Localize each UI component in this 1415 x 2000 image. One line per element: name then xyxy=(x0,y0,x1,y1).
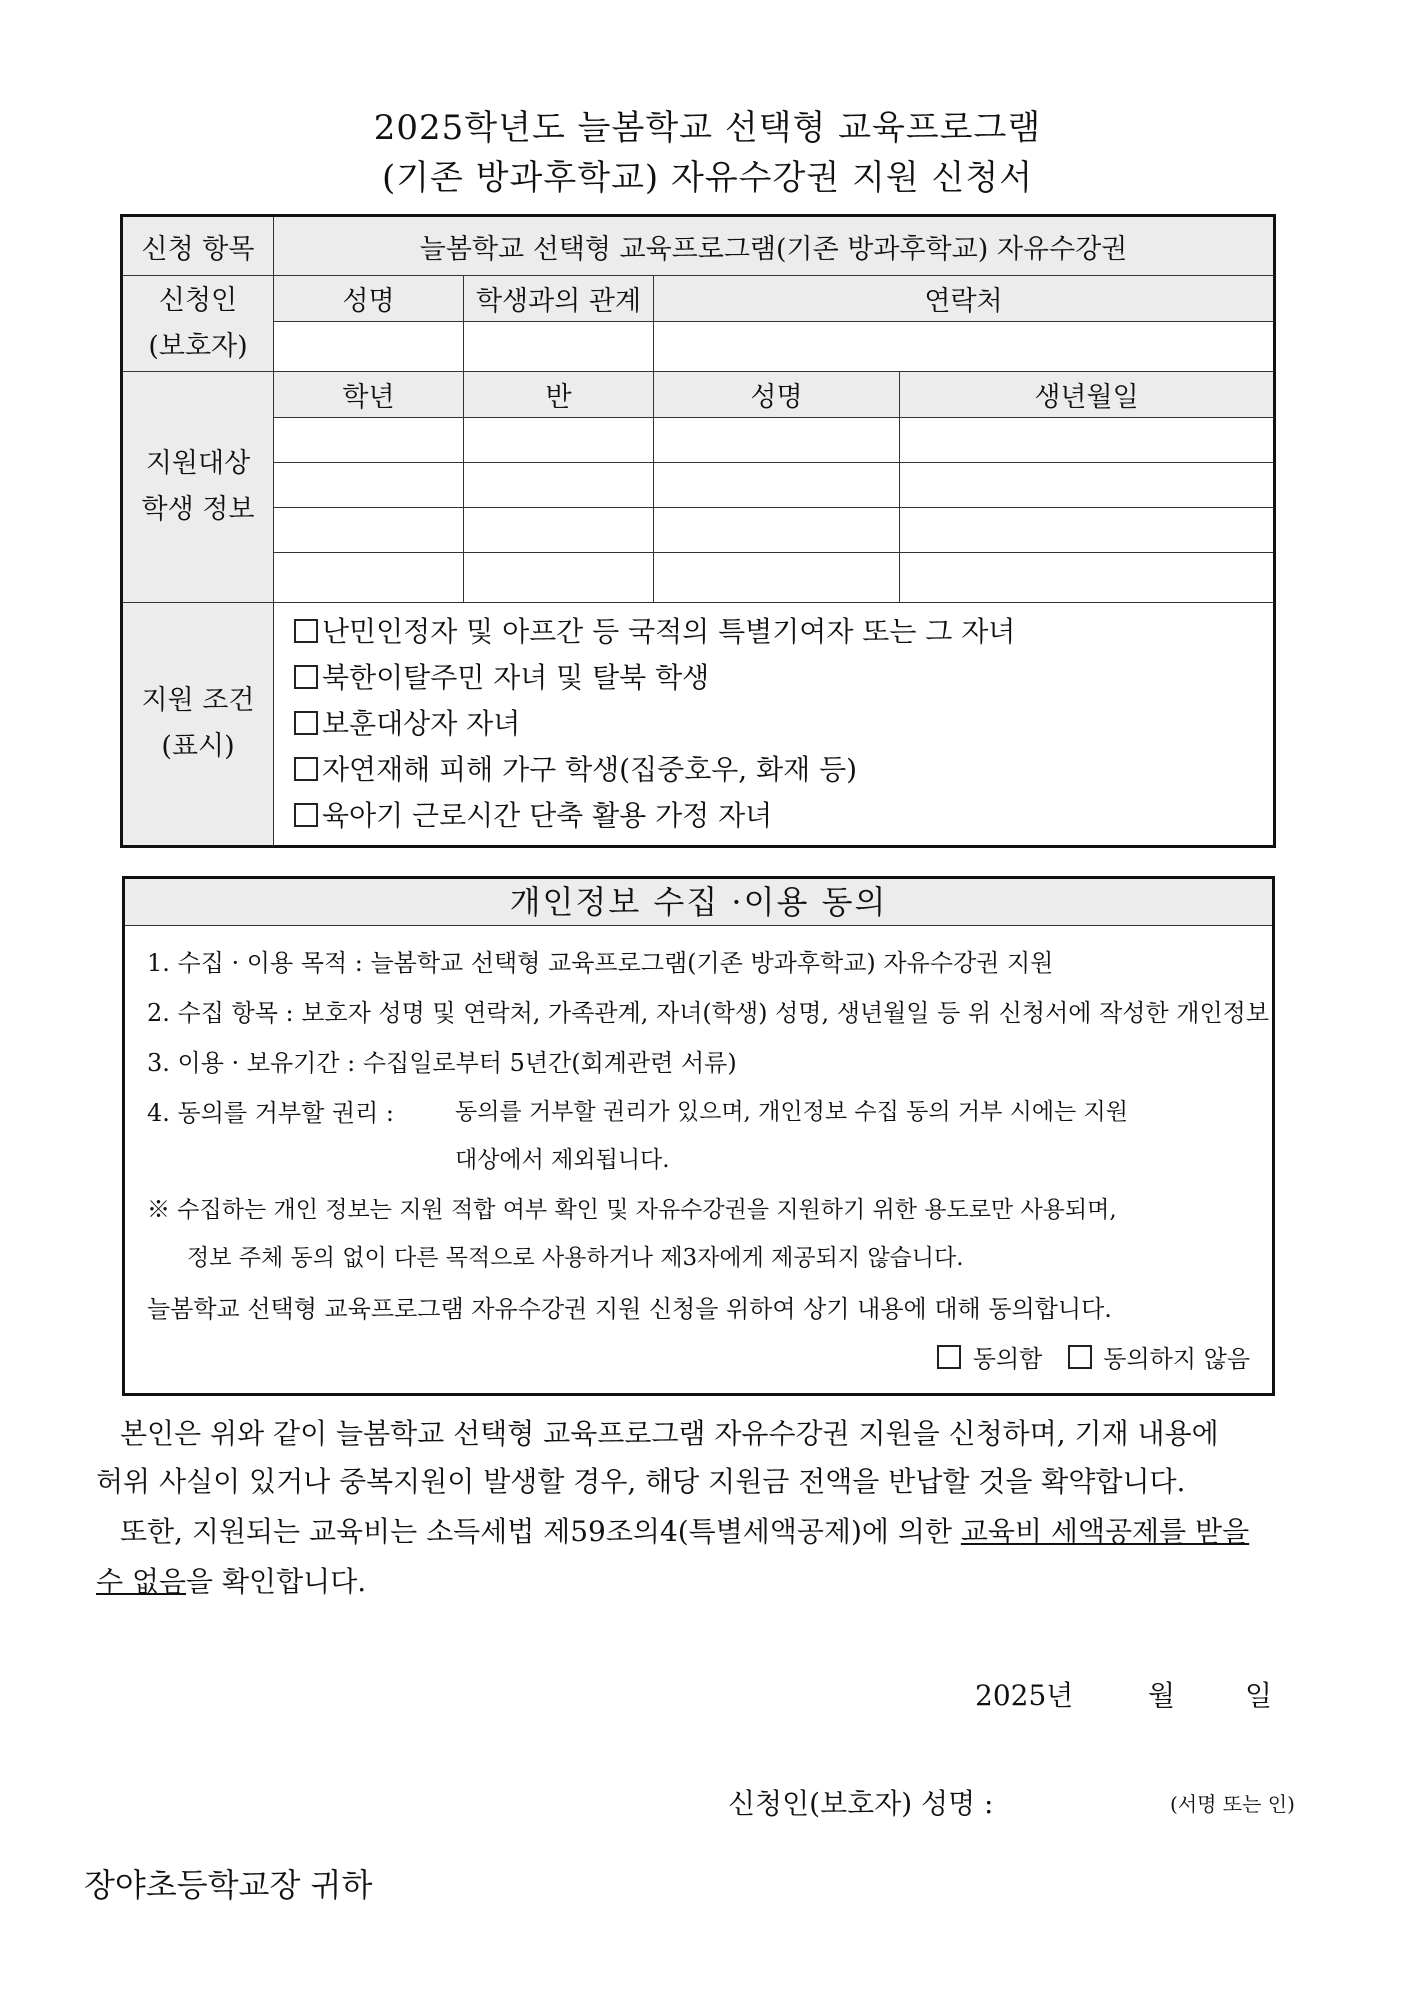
consent-box xyxy=(122,876,1275,1396)
date-day: 일 xyxy=(1245,1679,1273,1712)
applicant-relation-cell[interactable] xyxy=(464,322,654,372)
student-info-label xyxy=(122,372,274,603)
student-birthdate-cell[interactable] xyxy=(900,418,1275,463)
student-birthdate-cell[interactable] xyxy=(900,553,1275,603)
condition-label xyxy=(122,603,274,847)
consent-title: 개인정보 수집 ·이용 동의 xyxy=(125,879,1272,926)
date-month: 월 xyxy=(1148,1679,1176,1712)
student-grade-cell[interactable] xyxy=(274,508,464,553)
student-header-class: 반 xyxy=(464,372,654,418)
condition-label-2: (표시) xyxy=(161,731,235,762)
condition-list xyxy=(274,603,1275,847)
application-form-table xyxy=(120,214,1276,848)
consent-item-3: 3. 이용 · 보유기간 : 수집일로부터 5년간(회계관련 서류) xyxy=(147,1049,737,1077)
declaration-line-3: 또한, 지원되는 교육비는 소득세법 제59조의4(특별세액공제)에 의한 교육비 세액공제를 받을 xyxy=(120,1515,1250,1548)
student-name-cell[interactable] xyxy=(654,508,900,553)
student-birthdate-cell[interactable] xyxy=(900,508,1275,553)
applicant-name-cell[interactable] xyxy=(274,322,464,372)
condition-item[interactable]: 보훈대상자 자녀 xyxy=(294,701,1273,747)
applicant-header-contact: 연락처 xyxy=(654,276,1275,322)
checkbox[interactable] xyxy=(294,757,318,781)
student-grade-cell[interactable] xyxy=(274,553,464,603)
disagree-label: 동의하지 않음 xyxy=(1103,1345,1250,1373)
student-grade-cell[interactable] xyxy=(274,463,464,508)
student-name-cell[interactable] xyxy=(654,418,900,463)
consent-item-2: 2. 수집 항목 : 보호자 성명 및 연락처, 가족관계, 자녀(학생) 성명, 생년월일 등 위 신청서에 작성한 개인정보 xyxy=(147,999,1270,1027)
consent-item-4-text: 동의를 거부할 권리가 있으며, 개인정보 수집 동의 거부 시에는 지원 xyxy=(455,1099,1128,1125)
tax-deduction-note-end: 수 없음 xyxy=(96,1565,187,1598)
condition-label-1: 지원 조건 xyxy=(141,685,255,716)
student-class-cell[interactable] xyxy=(464,418,654,463)
condition-item[interactable]: 난민인정자 및 아프간 등 국적의 특별기여자 또는 그 자녀 xyxy=(294,609,1273,655)
condition-item[interactable]: 북한이탈주민 자녀 및 탈북 학생 xyxy=(294,655,1273,701)
title-line-2: (기존 방과후학교) 자유수강권 지원 신청서 xyxy=(381,158,1034,198)
student-class-cell[interactable] xyxy=(464,508,654,553)
disagree-checkbox[interactable] xyxy=(1068,1345,1092,1369)
consent-item-1: 1. 수집 · 이용 목적 : 늘봄학교 선택형 교육프로그램(기존 방과후학교) 자유수강권 지원 xyxy=(147,949,1054,977)
student-header-name: 성명 xyxy=(654,372,900,418)
declaration-line-2: 허위 사실이 있거나 중복지원이 발생할 경우, 해당 지원금 전액을 반납할 것을 확약합니다. xyxy=(96,1465,1186,1498)
consent-statement: 늘봄학교 선택형 교육프로그램 자유수강권 지원 신청을 위하여 상기 내용에 대해 동의합니다. xyxy=(147,1295,1112,1323)
title-line-1: 2025학년도 늘봄학교 선택형 교육프로그램 xyxy=(373,108,1042,148)
signature-hint: (서명 또는 인) xyxy=(1170,1792,1295,1816)
student-label-2: 학생 정보 xyxy=(141,494,255,525)
student-grade-cell[interactable] xyxy=(274,418,464,463)
apply-item-label: 신청 항목 xyxy=(122,216,274,276)
student-class-cell[interactable] xyxy=(464,553,654,603)
applicant-header-name: 성명 xyxy=(274,276,464,322)
condition-item[interactable]: 자연재해 피해 가구 학생(집중호우, 화재 등) xyxy=(294,747,1273,793)
checkbox[interactable] xyxy=(294,711,318,735)
student-header-grade: 학년 xyxy=(274,372,464,418)
consent-note-1: ※ 수집하는 개인 정보는 지원 적합 여부 확인 및 자유수강권을 지원하기 위한 용도로만 사용되며, xyxy=(147,1197,1117,1223)
applicant-contact-cell[interactable] xyxy=(654,322,1275,372)
applicant-label-1: 신청인 xyxy=(158,284,238,316)
applicant-label-2: (보호자) xyxy=(148,330,248,362)
addressee: 장야초등학교장 귀하 xyxy=(84,1866,373,1904)
consent-item-4-label: 4. 동의를 거부할 권리 : xyxy=(147,1099,394,1127)
tax-deduction-note: 교육비 세액공제를 받을 xyxy=(960,1515,1250,1548)
checkbox[interactable] xyxy=(294,803,318,827)
apply-item-value: 늘봄학교 선택형 교육프로그램(기존 방과후학교) 자유수강권 xyxy=(274,216,1275,276)
checkbox[interactable] xyxy=(294,665,318,689)
consent-choices xyxy=(937,1339,1250,1374)
student-name-cell[interactable] xyxy=(654,463,900,508)
applicant-label xyxy=(122,276,274,372)
declaration-line-4: 수 없음을 확인합니다. xyxy=(96,1565,367,1598)
consent-item-4-text-2: 대상에서 제외됩니다. xyxy=(455,1147,670,1173)
student-header-birthdate: 생년월일 xyxy=(900,372,1275,418)
student-name-cell[interactable] xyxy=(654,553,900,603)
applicant-header-relation: 학생과의 관계 xyxy=(464,276,654,322)
student-class-cell[interactable] xyxy=(464,463,654,508)
agree-label: 동의함 xyxy=(972,1345,1043,1373)
student-birthdate-cell[interactable] xyxy=(900,463,1275,508)
condition-item[interactable]: 육아기 근로시간 단축 활용 가정 자녀 xyxy=(294,793,1273,839)
declaration-line-1: 본인은 위와 같이 늘봄학교 선택형 교육프로그램 자유수강권 지원을 신청하며, 기재 내용에 xyxy=(120,1417,1219,1450)
consent-note-2: 정보 주체 동의 없이 다른 목적으로 사용하거나 제3자에게 제공되지 않습니다. xyxy=(187,1245,964,1271)
checkbox[interactable] xyxy=(294,619,318,643)
date-year: 2025년 xyxy=(975,1679,1074,1712)
signature-label: 신청인(보호자) 성명 : xyxy=(728,1787,994,1820)
agree-checkbox[interactable] xyxy=(937,1345,961,1369)
student-label-1: 지원대상 xyxy=(145,448,251,479)
